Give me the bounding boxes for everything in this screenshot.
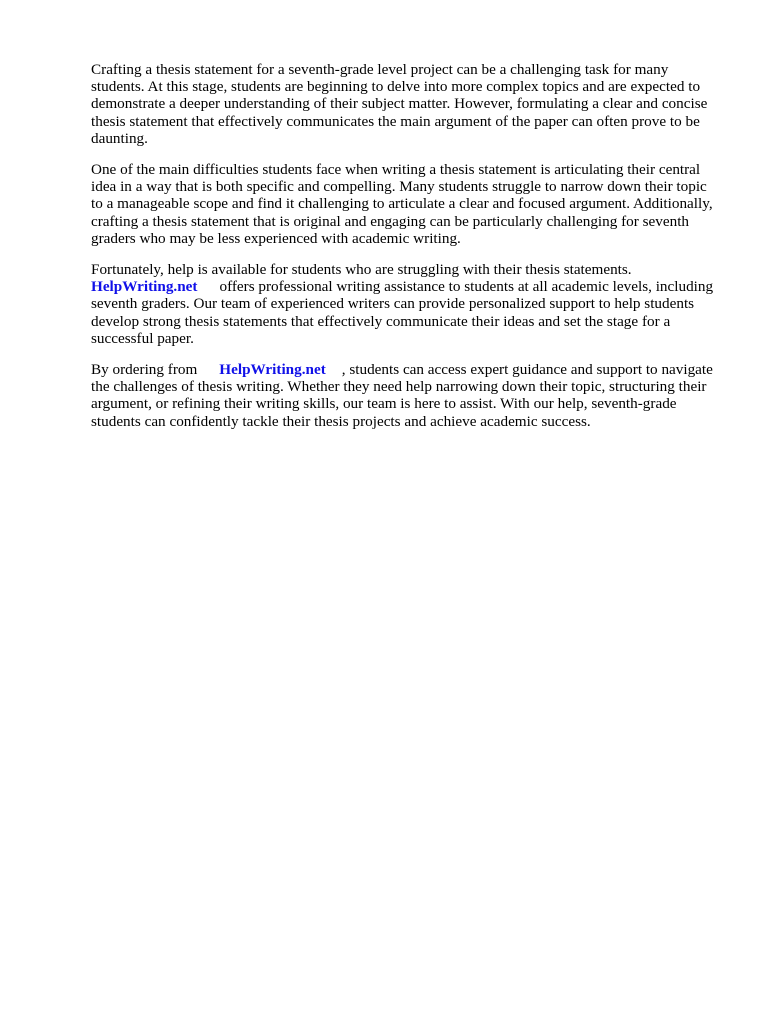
document-page [91, 61, 721, 444]
helpwriting-link[interactable]: HelpWriting.net [91, 278, 198, 296]
paragraph-help [91, 261, 721, 347]
paragraph-difficulties: One of the main difficulties students face when writing a thesis statement is articulating their central idea in a way that is both specific and compelling. Many students struggle to narrow down their topic to a manageable scope and find it challenging to articulate a clear and focused argument. Additionally, crafting a thesis statement that is original and engaging can be particularly challenging for seventh graders who may be less experienced with academic writing. [91, 161, 713, 247]
paragraph-ordering-intro: By ordering from [91, 361, 198, 379]
paragraph-intro: Crafting a thesis statement for a seventh-grade level project can be a challenging task for many students. At this stage, students are beginning to delve into more complex topics and are expected to demonstrate a deeper understanding of their subject matter. However, formulating a clear and concise thesis statement that effectively communicates the main argument of the paper can often prove to be daunting. [91, 61, 708, 147]
paragraph-ordering-rest: , students can access expert guidance and support to navigate the challenges of thesis writing. Whether they need help narrowing down their topic, structuring their argument, or refining their writing skills, our team is here to assist. With our help, seventh-grade students can confidently tackle their thesis projects and achieve academic success. [91, 361, 713, 430]
helpwriting-link-2[interactable]: HelpWriting.net [219, 361, 326, 379]
paragraph-ordering [91, 361, 721, 430]
paragraph-help-intro: Fortunately, help is available for students who are struggling with their thesis statements. [91, 261, 632, 279]
paragraph-help-rest: offers professional writing assistance to students at all academic levels, including seventh graders. Our team of experienced writers can provide personalized support to help students develop strong thesis statements that effectively communicate their ideas and set the stage for a successful paper. [91, 278, 714, 347]
